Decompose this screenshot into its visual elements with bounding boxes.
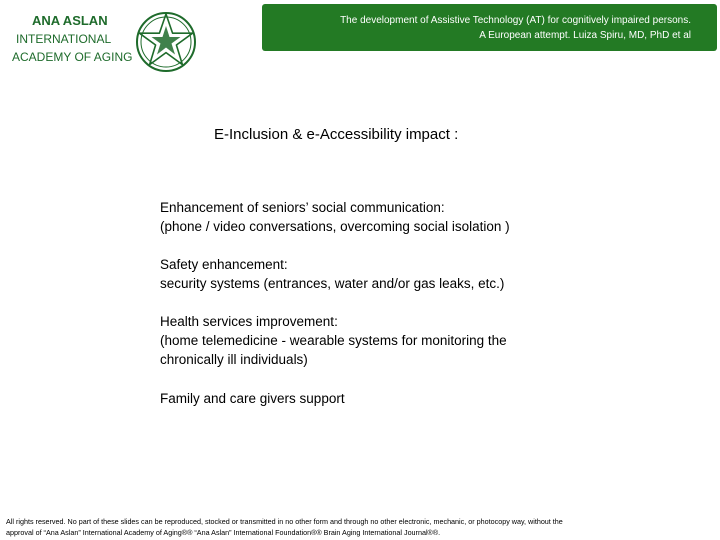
item-detail: security systems (entrances, water and/or gas leaks, etc.) [160,276,505,291]
impact-item-health [160,312,507,369]
footer-line-1: All rights reserved. No part of these slides can be reproduced, stocked or transmitted in no other form and through no other electronic, mechanic, or photocopy way, without the [6,517,563,526]
impact-item-safety [160,255,504,293]
logo-academy: ACADEMY OF AGING [12,50,133,64]
item-title: Health services improvement: [160,314,338,329]
item-title: Enhancement of seniors’ social communication: [160,200,445,215]
item-detail: (home telemedicine - wearable systems for monitoring the [160,333,507,348]
item-title: Family and care givers support [160,391,345,406]
impact-item-communication [160,198,510,236]
logo-name: ANA ASLAN [32,13,108,28]
banner-authors: A European attempt. Luiza Spiru, MD, PhD et al [479,30,691,41]
footer-line-2: approval of “Ana Aslan” International Academy of Aging®® “Ana Aslan” International Foundation®® Brain Aging International Journal®®. [6,528,441,537]
title-banner [262,4,717,51]
star-emblem-icon [134,10,198,74]
item-detail-cont: chronically ill individuals) [160,352,308,367]
item-detail: (phone / video conversations, overcoming social isolation ) [160,219,510,234]
impact-item-family [160,389,345,408]
item-title: Safety enhancement: [160,257,288,272]
banner-title: The development of Assistive Technology (AT) for cognitively impaired persons. [340,15,691,26]
copyright-footer [6,516,716,538]
logo-international: INTERNATIONAL [16,32,112,46]
slide-heading: E-Inclusion & e-Accessibility impact : [214,126,459,143]
academy-logo [10,10,210,72]
